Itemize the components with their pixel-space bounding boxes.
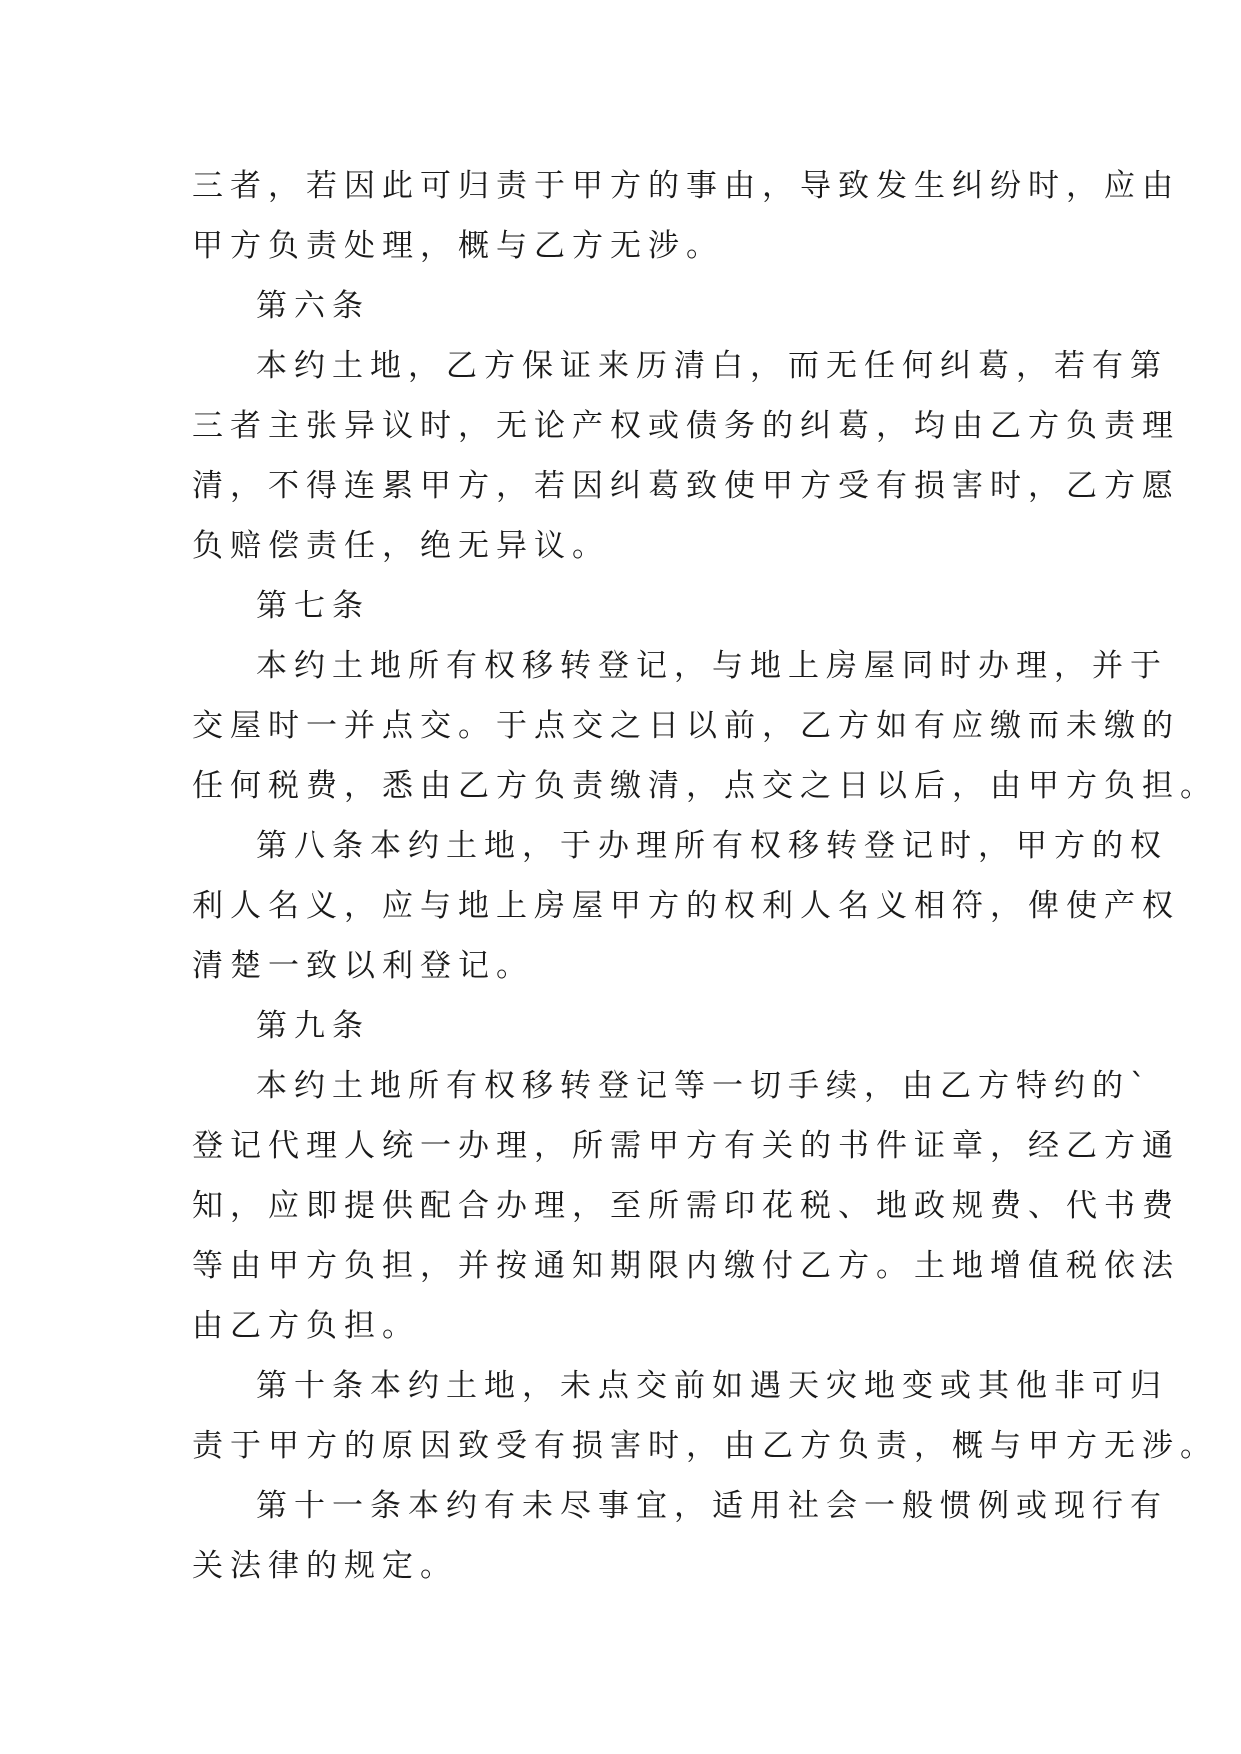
document-line: 第七条 (256, 588, 370, 624)
document-line: 等由甲方负担，并按通知期限内缴付乙方。土地增值税依法 (192, 1248, 1180, 1284)
document-line: 三者主张异议时，无论产权或债务的纠葛，均由乙方负责理 (192, 408, 1180, 444)
document-line: 第六条 (256, 288, 370, 324)
document-line: 第九条 (256, 1008, 370, 1044)
document-line: 交屋时一并点交。于点交之日以前，乙方如有应缴而未缴的 (192, 708, 1180, 744)
document-line: 清，不得连累甲方，若因纠葛致使甲方受有损害时，乙方愿 (192, 468, 1180, 504)
document-line: 关法律的规定。 (192, 1548, 458, 1584)
document-line: 责于甲方的原因致受有损害时，由乙方负责，概与甲方无涉。 (192, 1428, 1218, 1464)
document-line: 清楚一致以利登记。 (192, 948, 534, 984)
document-line: 本约土地，乙方保证来历清白，而无任何纠葛，若有第 (256, 348, 1168, 384)
document-line: 甲方负责处理，概与乙方无涉。 (192, 228, 724, 264)
document-line: 知，应即提供配合办理，至所需印花税、地政规费、代书费 (192, 1188, 1180, 1224)
document-line: 任何税费，悉由乙方负责缴清，点交之日以后，由甲方负担。 (192, 768, 1218, 804)
document-line: 三者，若因此可归责于甲方的事由，导致发生纠纷时，应由 (192, 168, 1180, 204)
document-line: 由乙方负担。 (192, 1308, 420, 1344)
document-line: 第十条本约土地，未点交前如遇天灾地变或其他非可归 (256, 1368, 1168, 1404)
document-line: 登记代理人统一办理，所需甲方有关的书件证章，经乙方通 (192, 1128, 1180, 1164)
document-line: 第八条本约土地，于办理所有权移转登记时，甲方的权 (256, 828, 1168, 864)
document-line: 第十一条本约有未尽事宜，适用社会一般惯例或现行有 (256, 1488, 1168, 1524)
document-line: 本约土地所有权移转登记，与地上房屋同时办理，并于 (256, 648, 1168, 684)
document-line: 利人名义，应与地上房屋甲方的权利人名义相符，俾使产权 (192, 888, 1180, 924)
document-body (192, 156, 1218, 1596)
document-line: 负赔偿责任，绝无异议。 (192, 528, 610, 564)
document-line: 本约土地所有权移转登记等一切手续，由乙方特约的` (256, 1068, 1153, 1104)
